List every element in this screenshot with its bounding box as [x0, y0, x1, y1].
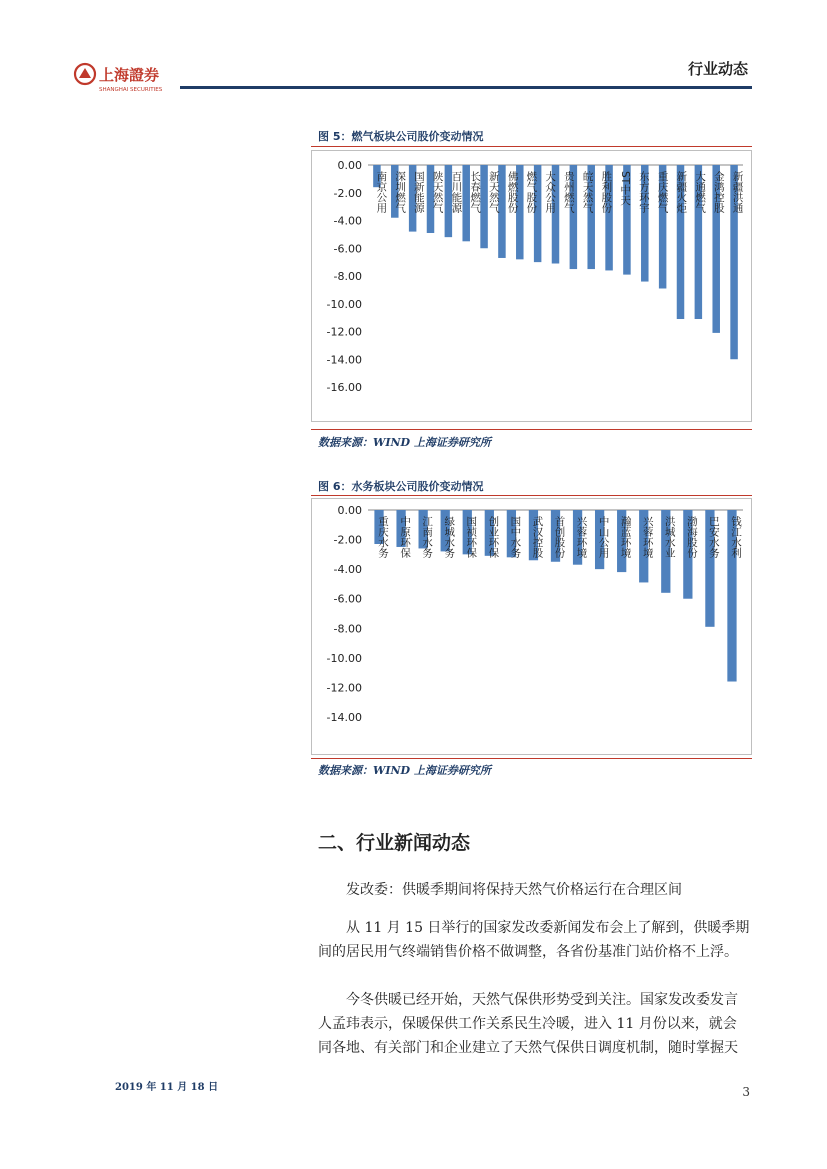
page-number: 3: [742, 1085, 750, 1099]
water-chart-category-label: 瀚蓝环境: [619, 516, 632, 558]
water-chart-ytick-label: 0.00: [337, 504, 362, 517]
gas-chart-category-label: 大众公用: [544, 171, 557, 213]
water-chart-category-label: 国中水务: [509, 516, 522, 558]
figure5-bottom-rule: [311, 429, 752, 430]
gas-chart-category-label: 新天然气: [487, 171, 500, 213]
gas-chart-category-label: 皖天然气: [581, 171, 594, 213]
news-headline: 发改委：供暖季期间将保持天然气价格运行在合理区间: [346, 882, 682, 898]
figure5-top-rule: [311, 146, 752, 147]
gas-chart-ytick-label: -16.00: [326, 381, 362, 394]
water-chart-category-label: 渤海股份: [685, 516, 698, 558]
header-title: 行业动态: [687, 60, 748, 78]
figure6-chart: [311, 498, 752, 755]
gas-chart-category-label: 佛燃股份: [506, 171, 519, 213]
gas-chart-category-label: 燃气股份: [525, 171, 538, 213]
gas-chart-category-label: 国新能源: [412, 171, 425, 213]
water-chart-category-label: 绿城水务: [443, 516, 456, 558]
gas-chart-category-label: 陕天然气: [431, 171, 444, 213]
section-title: 二、行业新闻动态: [318, 832, 471, 854]
figure5-caption: 图 5：燃气板块公司股价变动情况: [318, 130, 484, 143]
gas-chart-category-label: 新疆洪通: [731, 171, 744, 213]
water-chart-ytick-label: -14.00: [326, 711, 362, 724]
figure6-source: 数据来源：WIND 上海证券研究所: [318, 764, 491, 777]
gas-chart-ytick-label: -10.00: [326, 297, 362, 311]
water-chart-category-label: 首创股份: [553, 516, 566, 558]
water-chart-category-label: 兴蓉环境: [641, 516, 654, 558]
water-chart-ytick-label: -2.00: [333, 533, 362, 547]
water-chart-category-label: 中山公用: [597, 516, 610, 558]
water-chart-ytick-label: -4.00: [333, 563, 362, 577]
gas-chart-category-label: 金鸿控股: [712, 171, 725, 213]
water-chart-ytick-label: -8.00: [333, 622, 362, 636]
footer-date: 2019 年 11 月 18 日: [115, 1082, 219, 1093]
water-chart-category-label: 中原环保: [399, 516, 412, 558]
gas-chart-category-label: 重庆燃气: [656, 171, 669, 213]
logo-text: 上海證券: [99, 66, 160, 84]
logo-subtext: SHANGHAI SECURITIES: [99, 87, 163, 93]
gas-chart-category-label: 胜利股份: [600, 171, 613, 213]
header-rule: [180, 86, 752, 89]
figure5-chart: [311, 150, 752, 422]
gas-chart-category-label: 贵州燃气: [562, 171, 575, 213]
gas-chart-ytick-label: -6.00: [333, 242, 362, 256]
gas-chart-category-label: ST中天: [619, 171, 632, 206]
water-chart-category-label: 洪城水业: [663, 516, 676, 558]
water-chart-category-label: 兴蓉环境: [575, 516, 588, 558]
gas-chart-ytick-label: -8.00: [333, 270, 362, 283]
water-chart-ytick-label: -6.00: [333, 592, 362, 606]
water-chart-category-label: 巴安水务: [707, 516, 720, 558]
figure6-bottom-rule: [311, 758, 752, 759]
water-chart-category-label: 创业环保: [487, 516, 500, 558]
water-chart-category-label: 国祯环保: [465, 516, 478, 558]
figure6-caption: 图 6：水务板块公司股价变动情况: [318, 480, 484, 493]
gas-chart-category-label: 深圳燃气: [394, 171, 407, 213]
gas-chart-category-label: 大通燃气: [694, 171, 707, 213]
water-chart-ytick-label: -12.00: [326, 681, 362, 695]
water-chart-ytick-label: -10.00: [326, 651, 362, 665]
company-logo: [72, 60, 182, 94]
figure5-source: 数据来源：WIND 上海证券研究所: [318, 436, 491, 449]
gas-chart-ytick-label: -12.00: [326, 325, 362, 339]
news-paragraph-2: 今冬供暖已经开始，天然气保供形势受到关注。国家发改委发言人孟玮表示，保暖保供工作关系民生冷暖，进入 11 月份以来，就会同各地、有关部门和企业建立了天然气保供日调度机制，随时掌握天: [318, 992, 738, 1056]
gas-chart-category-label: 百川能源: [450, 171, 463, 213]
figure6-top-rule: [311, 495, 752, 496]
gas-chart-ytick-label: -2.00: [333, 186, 362, 200]
water-chart-category-label: 钱江水利: [729, 516, 742, 558]
gas-chart-category-label: 长春燃气: [469, 171, 482, 213]
gas-chart-category-label: 新疆火炬: [675, 171, 688, 213]
water-chart-category-label: 江南水务: [421, 516, 434, 558]
water-chart-category-label: 武汉控股: [531, 516, 544, 558]
gas-chart-category-label: 南京公用: [375, 171, 388, 213]
water-chart-category-label: 重庆水务: [377, 516, 390, 558]
gas-chart-ytick-label: -4.00: [333, 214, 362, 228]
gas-chart-category-label: 东方环宇: [637, 171, 650, 213]
gas-chart-ytick-label: 0.00: [337, 159, 362, 172]
news-paragraph-1: 从 11 月 15 日举行的国家发改委新闻发布会上了解到，供暖季期间的居民用气终端销售价格不做调整，各省份基准门站价格不上浮。: [318, 920, 750, 960]
gas-chart-ytick-label: -14.00: [326, 353, 362, 367]
